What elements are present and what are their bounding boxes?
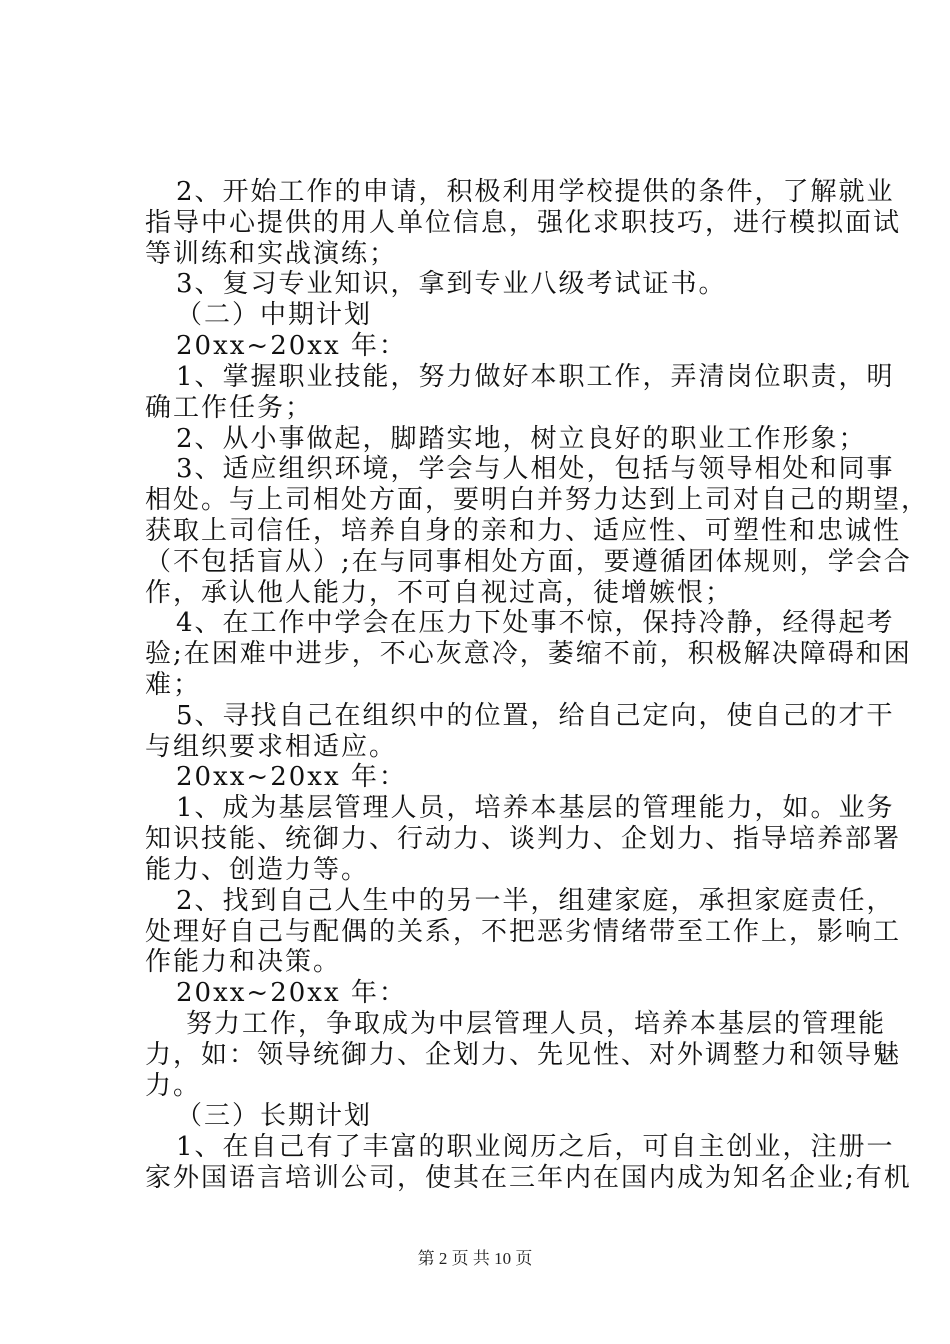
paragraph-line: 确工作任务；: [145, 393, 314, 423]
paragraph-line: 难；: [145, 670, 202, 700]
paragraph-line: 2、开始工作的申请，积极利用学校提供的条件，了解就业: [176, 177, 895, 207]
paragraph-line: 与组织要求相适应。: [145, 732, 398, 762]
section-heading: （三）长期计划: [176, 1101, 373, 1131]
paragraph-line: 获取上司信任，培养自身的亲和力、适应性、可塑性和忠诚性: [145, 516, 902, 546]
paragraph-line: （不包括盲从）;在与同事相处方面，要遵循团体规则，学会合: [145, 547, 912, 577]
paragraph-line: 1、成为基层管理人员，培养本基层的管理能力，如。业务: [176, 793, 895, 823]
paragraph-line: 家外国语言培训公司，使其在三年内在国内成为知名企业;有机: [145, 1163, 912, 1193]
paragraph-line: 指导中心提供的用人单位信息，强化求职技巧，进行模拟面试: [145, 208, 902, 238]
paragraph-line: 力，如：领导统御力、企划力、先见性、对外调整力和领导魅: [145, 1040, 902, 1070]
paragraph-line: 2、找到自己人生中的另一半，组建家庭，承担家庭责任，: [176, 886, 895, 916]
paragraph-line: 验;在困难中进步，不心灰意冷，萎缩不前，积极解决障碍和困: [145, 639, 912, 669]
period-heading: 20xx~20xx 年：: [176, 331, 407, 361]
page-footer: 第 2 页 共 10 页: [417, 1249, 533, 1268]
paragraph-line: 4、在工作中学会在压力下处事不惊，保持冷静，经得起考: [176, 608, 895, 638]
period-heading: 20xx~20xx 年：: [176, 762, 407, 792]
paragraph-line: 作，承认他人能力，不可自视过高，徒增嫉恨；: [145, 578, 734, 608]
paragraph-line: 2、从小事做起，脚踏实地，树立良好的职业工作形象；: [176, 424, 867, 454]
paragraph-line: 努力工作，争取成为中层管理人员，培养本基层的管理能: [186, 1009, 887, 1039]
paragraph-line: 知识技能、统御力、行动力、谈判力、企划力、指导培养部署: [145, 824, 902, 854]
paragraph-line: 3、复习专业知识，拿到专业八级考试证书。: [176, 269, 727, 299]
paragraph-line: 能力、创造力等。: [145, 855, 370, 885]
paragraph-line: 力。: [145, 1071, 202, 1101]
paragraph-line: 相处。与上司相处方面，要明白并努力达到上司对自己的期望，: [145, 485, 930, 515]
paragraph-line: 等训练和实战演练；: [145, 239, 398, 269]
paragraph-line: 3、适应组织环境，学会与人相处，包括与领导相处和同事: [176, 454, 895, 484]
paragraph-line: 5、寻找自己在组织中的位置，给自己定向，使自己的才干: [176, 701, 895, 731]
paragraph-line: 1、掌握职业技能，努力做好本职工作，弄清岗位职责，明: [176, 362, 895, 392]
period-heading: 20xx~20xx 年：: [176, 978, 407, 1008]
paragraph-line: 1、在自己有了丰富的职业阅历之后，可自主创业，注册一: [176, 1132, 895, 1162]
section-heading: （二）中期计划: [176, 300, 373, 330]
paragraph-line: 作能力和决策。: [145, 947, 342, 977]
paragraph-line: 处理好自己与配偶的关系，不把恶劣情绪带至工作上，影响工: [145, 917, 902, 947]
